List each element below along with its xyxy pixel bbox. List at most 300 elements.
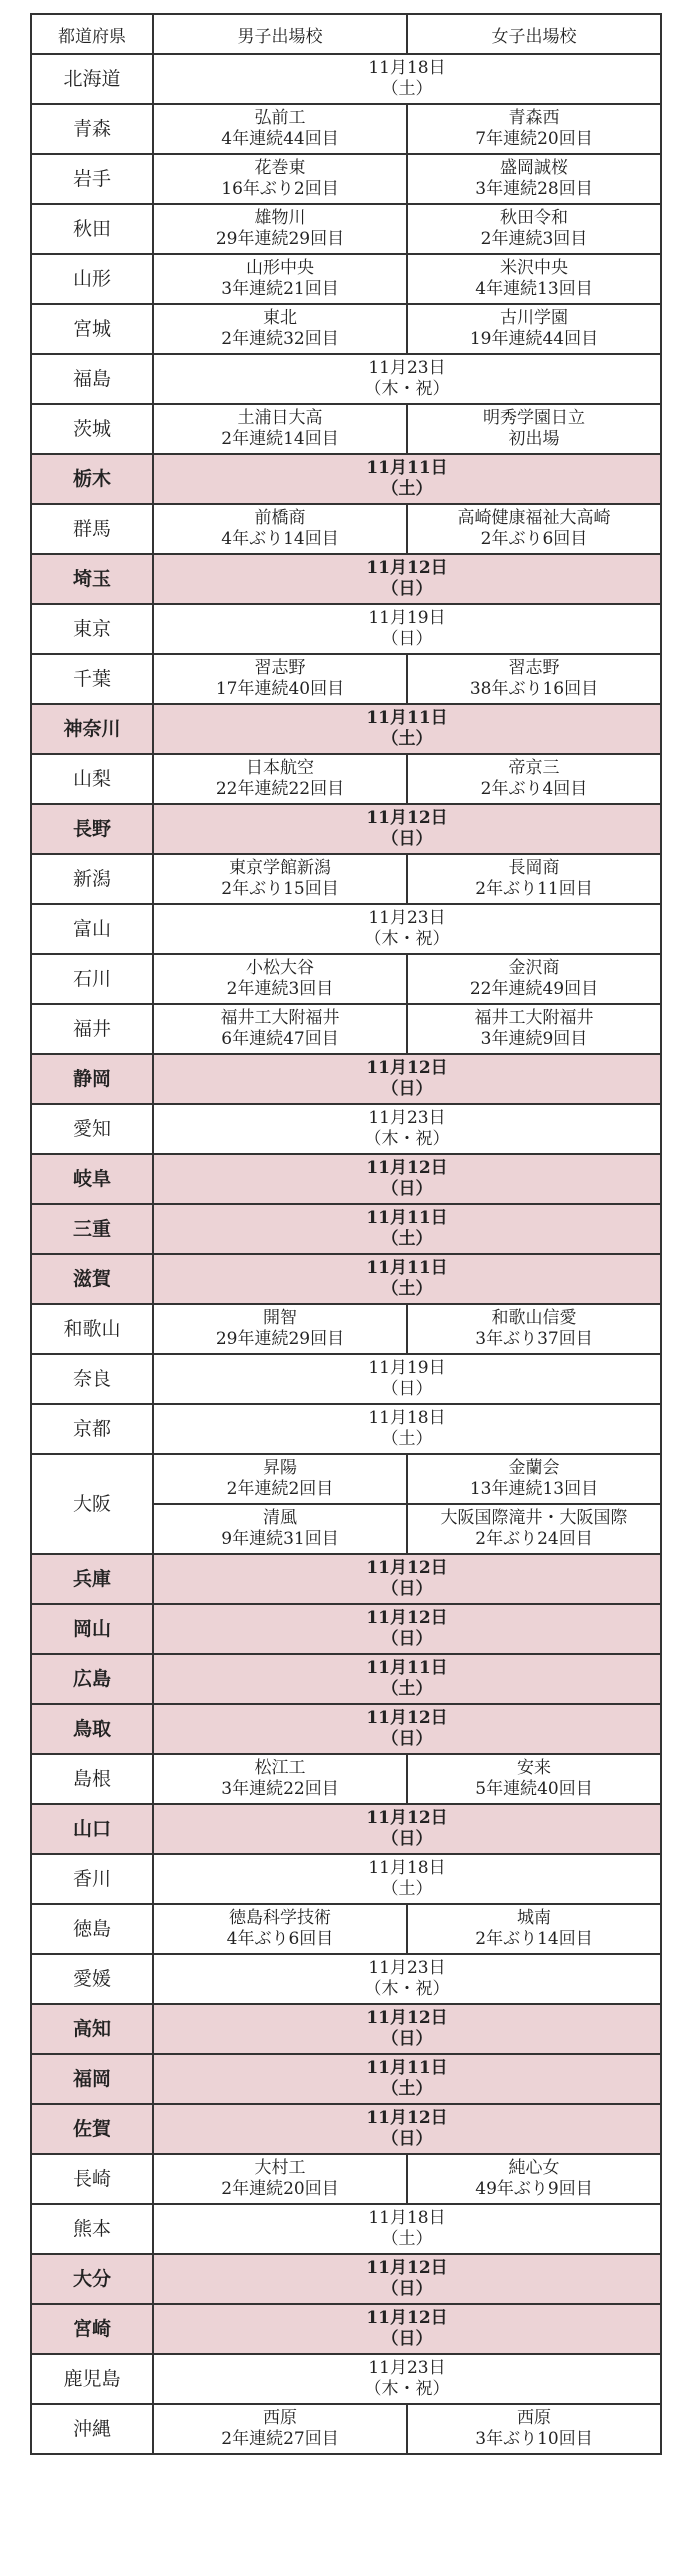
tournament-date-cell	[153, 54, 661, 104]
table-row	[31, 1454, 661, 1504]
girls-school-cell	[407, 1754, 661, 1804]
prefecture-cell: 愛媛	[31, 1954, 153, 2004]
table-row	[31, 1154, 661, 1204]
cell-line-secondary: （木・祝）	[364, 929, 450, 949]
table-row	[31, 1954, 661, 2004]
table-row	[31, 1204, 661, 1254]
prefecture-cell: 茨城	[31, 404, 153, 454]
cell-line-primary: 雄物川	[254, 208, 306, 228]
prefecture-cell: 山口	[31, 1804, 153, 1854]
table-row	[31, 504, 661, 554]
cell-line-primary: 安来	[517, 1758, 551, 1778]
cell-line-primary: 11月12日	[366, 808, 448, 828]
tournament-date-cell	[153, 1704, 661, 1754]
prefecture-cell: 宮城	[31, 304, 153, 354]
girls-school-cell	[407, 1304, 661, 1354]
cell-line-primary: 11月11日	[366, 1658, 448, 1678]
cell-line-secondary: 3年連続28回目	[475, 179, 593, 199]
tournament-date-cell	[153, 1854, 661, 1904]
cell-line-primary: 高崎健康福祉大高崎	[457, 508, 611, 528]
cell-line-secondary: 16年ぶり2回目	[221, 179, 339, 199]
cell-line-secondary: （土）	[381, 1879, 433, 1899]
prefecture-cell: 大阪	[31, 1454, 153, 1554]
tournament-date-cell	[153, 1604, 661, 1654]
prefecture-cell: 大分	[31, 2254, 153, 2304]
cell-line-primary: 11月12日	[366, 1808, 448, 1828]
cell-line-secondary: 29年連続29回目	[215, 1329, 345, 1349]
prefecture-cell: 山梨	[31, 754, 153, 804]
prefecture-cell: 新潟	[31, 854, 153, 904]
cell-line-secondary: 2年ぶり15回目	[221, 879, 339, 899]
boys-school-cell	[153, 204, 407, 254]
boys-school-cell	[153, 254, 407, 304]
cell-line-primary: 秋田令和	[500, 208, 568, 228]
girls-school-cell	[407, 504, 661, 554]
table-row	[31, 2104, 661, 2154]
tournament-date-cell	[153, 604, 661, 654]
cell-line-secondary: （土）	[381, 729, 433, 749]
cell-line-primary: 11月19日	[368, 608, 446, 628]
table-row	[31, 954, 661, 1004]
prefecture-cell: 福島	[31, 354, 153, 404]
tournament-date-cell	[153, 1204, 661, 1254]
cell-line-secondary: （日）	[381, 1629, 433, 1649]
table-row	[31, 2254, 661, 2304]
prefecture-cell: 滋賀	[31, 1254, 153, 1304]
girls-school-cell	[407, 954, 661, 1004]
table-row	[31, 1554, 661, 1604]
girls-school-cell	[407, 854, 661, 904]
cell-line-primary: 清風	[263, 1508, 297, 1528]
cell-line-primary: 長岡商	[508, 858, 560, 878]
cell-line-secondary: （日）	[381, 629, 433, 649]
prefecture-cell: 愛知	[31, 1104, 153, 1154]
boys-school-cell	[153, 1304, 407, 1354]
boys-school-cell	[153, 1904, 407, 1954]
prefecture-cell: 香川	[31, 1854, 153, 1904]
girls-school-cell	[407, 1004, 661, 1054]
cell-line-secondary: （日）	[381, 1379, 433, 1399]
cell-line-primary: 11月12日	[366, 2258, 448, 2278]
prefecture-cell: 広島	[31, 1654, 153, 1704]
tournament-date-cell	[153, 1404, 661, 1454]
table-row	[31, 2054, 661, 2104]
table-row	[31, 1304, 661, 1354]
prefecture-cell: 兵庫	[31, 1554, 153, 1604]
cell-line-primary: 11月18日	[368, 1408, 446, 1428]
girls-school-cell	[407, 2154, 661, 2204]
girls-school-cell	[407, 304, 661, 354]
tournament-date-cell	[153, 2054, 661, 2104]
cell-line-secondary: 4年連続44回目	[221, 129, 339, 149]
cell-line-secondary: 19年連続44回目	[469, 329, 599, 349]
cell-line-primary: 11月18日	[368, 58, 446, 78]
header-girls-school: 女子出場校	[407, 14, 661, 54]
cell-line-secondary: 3年連続9回目	[480, 1029, 588, 1049]
prefecture-cell: 山形	[31, 254, 153, 304]
header-prefecture: 都道府県	[31, 14, 153, 54]
cell-line-primary: 11月18日	[368, 2208, 446, 2228]
table-row	[31, 354, 661, 404]
tournament-date-cell	[153, 2104, 661, 2154]
tournament-date-cell	[153, 2354, 661, 2404]
table-row	[31, 204, 661, 254]
prefecture-cell: 秋田	[31, 204, 153, 254]
girls-school-cell	[407, 404, 661, 454]
cell-line-secondary: 3年連続21回目	[221, 279, 339, 299]
tournament-date-cell	[153, 2254, 661, 2304]
cell-line-primary: 11月12日	[366, 2108, 448, 2128]
cell-line-secondary: 17年連続40回目	[215, 679, 345, 699]
cell-line-primary: 土浦日大高	[237, 408, 323, 428]
table-row	[31, 2304, 661, 2354]
table-row	[31, 604, 661, 654]
boys-school-cell	[153, 954, 407, 1004]
table-row	[31, 2204, 661, 2254]
cell-line-primary: 純心女	[508, 2158, 560, 2178]
cell-line-secondary: 4年連続13回目	[475, 279, 593, 299]
prefecture-cell: 鹿児島	[31, 2354, 153, 2404]
tournament-date-cell	[153, 454, 661, 504]
cell-line-primary: 西原	[263, 2408, 297, 2428]
table-row	[31, 754, 661, 804]
cell-line-secondary: （土）	[381, 2079, 433, 2099]
table-row	[31, 654, 661, 704]
cell-line-primary: 11月18日	[368, 1858, 446, 1878]
table-row	[31, 1754, 661, 1804]
cell-line-secondary: 7年連続20回目	[475, 129, 593, 149]
table-row	[31, 1104, 661, 1154]
tournament-date-cell	[153, 1254, 661, 1304]
cell-line-primary: 和歌山信愛	[491, 1308, 577, 1328]
cell-line-primary: 米沢中央	[500, 258, 568, 278]
cell-line-secondary: 2年ぶり6回目	[480, 529, 588, 549]
cell-line-primary: 11月12日	[366, 1708, 448, 1728]
tournament-date-cell	[153, 904, 661, 954]
tournament-date-cell	[153, 2004, 661, 2054]
cell-line-primary: 花巻東	[254, 158, 306, 178]
prefecture-cell: 岩手	[31, 154, 153, 204]
cell-line-primary: 大村工	[254, 2158, 306, 2178]
prefecture-cell: 青森	[31, 104, 153, 154]
cell-line-secondary: 2年ぶり14回目	[475, 1929, 593, 1949]
cell-line-secondary: 2年連続2回目	[226, 1479, 334, 1499]
cell-line-secondary: 3年ぶり37回目	[475, 1329, 593, 1349]
cell-line-primary: 帝京三	[508, 758, 560, 778]
prefecture-cell: 群馬	[31, 504, 153, 554]
table-row	[31, 1804, 661, 1854]
cell-line-secondary: 2年連続27回目	[221, 2429, 339, 2449]
cell-line-primary: 山形中央	[246, 258, 314, 278]
cell-line-secondary: （日）	[381, 579, 433, 599]
cell-line-primary: 明秀学園日立	[483, 408, 585, 428]
prefecture-cell: 静岡	[31, 1054, 153, 1104]
girls-school-cell	[407, 1904, 661, 1954]
prefecture-cell: 三重	[31, 1204, 153, 1254]
table-row	[31, 404, 661, 454]
cell-line-secondary: 4年ぶり6回目	[226, 1929, 334, 1949]
prefecture-cell: 岡山	[31, 1604, 153, 1654]
qualifiers-table	[30, 13, 662, 2455]
cell-line-secondary: （土）	[381, 1679, 433, 1699]
tournament-date-cell	[153, 1054, 661, 1104]
cell-line-primary: 11月23日	[368, 1958, 446, 1978]
cell-line-primary: 11月12日	[366, 1158, 448, 1178]
tournament-date-cell	[153, 354, 661, 404]
girls-school-cell	[407, 104, 661, 154]
cell-line-secondary: 2年連続20回目	[221, 2179, 339, 2199]
table-row	[31, 804, 661, 854]
cell-line-primary: 11月12日	[366, 2308, 448, 2328]
cell-line-primary: 11月12日	[366, 1558, 448, 1578]
prefecture-cell: 和歌山	[31, 1304, 153, 1354]
cell-line-primary: 11月11日	[366, 1258, 448, 1278]
boys-school-cell	[153, 104, 407, 154]
prefecture-cell: 沖縄	[31, 2404, 153, 2454]
table-row	[31, 1604, 661, 1654]
qualifiers-table-container	[30, 13, 660, 2455]
cell-line-primary: 福井工大附福井	[474, 1008, 594, 1028]
cell-line-secondary: 5年連続40回目	[475, 1779, 593, 1799]
boys-school-cell	[153, 1504, 407, 1554]
cell-line-secondary: （土）	[381, 1279, 433, 1299]
cell-line-secondary: 2年ぶり4回目	[480, 779, 588, 799]
cell-line-secondary: （土）	[381, 2229, 433, 2249]
cell-line-secondary: （土）	[381, 1429, 433, 1449]
girls-school-cell	[407, 1504, 661, 1554]
prefecture-cell: 富山	[31, 904, 153, 954]
cell-line-secondary: 4年ぶり14回目	[221, 529, 339, 549]
prefecture-cell: 長崎	[31, 2154, 153, 2204]
table-row	[31, 1704, 661, 1754]
cell-line-secondary: 22年連続22回目	[215, 779, 345, 799]
boys-school-cell	[153, 304, 407, 354]
header-boys-school: 男子出場校	[153, 14, 407, 54]
cell-line-secondary: （日）	[381, 829, 433, 849]
cell-line-primary: 11月12日	[366, 558, 448, 578]
cell-line-secondary: （日）	[381, 1829, 433, 1849]
cell-line-secondary: 2年連続32回目	[221, 329, 339, 349]
table-row	[31, 254, 661, 304]
prefecture-cell: 熊本	[31, 2204, 153, 2254]
prefecture-cell: 福井	[31, 1004, 153, 1054]
cell-line-secondary: 6年連続47回目	[221, 1029, 339, 1049]
table-row	[31, 854, 661, 904]
cell-line-primary: 福井工大附福井	[220, 1008, 340, 1028]
table-row	[31, 1354, 661, 1404]
cell-line-primary: 昇陽	[263, 1458, 297, 1478]
girls-school-cell	[407, 754, 661, 804]
girls-school-cell	[407, 254, 661, 304]
cell-line-primary: 11月11日	[366, 708, 448, 728]
prefecture-cell: 島根	[31, 1754, 153, 1804]
cell-line-secondary: 49年ぶり9回目	[475, 2179, 593, 2199]
table-row	[31, 1854, 661, 1904]
cell-line-primary: 小松大谷	[246, 958, 314, 978]
cell-line-primary: 11月12日	[366, 1058, 448, 1078]
tournament-date-cell	[153, 2304, 661, 2354]
prefecture-cell: 東京	[31, 604, 153, 654]
cell-line-secondary: 2年連続3回目	[480, 229, 588, 249]
cell-line-primary: 西原	[517, 2408, 551, 2428]
table-row	[31, 454, 661, 504]
cell-line-primary: 開智	[263, 1308, 297, 1328]
cell-line-primary: 金沢商	[508, 958, 560, 978]
cell-line-primary: 城南	[517, 1908, 551, 1928]
cell-line-primary: 習志野	[254, 658, 306, 678]
girls-school-cell	[407, 1454, 661, 1504]
tournament-date-cell	[153, 1654, 661, 1704]
prefecture-cell: 岐阜	[31, 1154, 153, 1204]
prefecture-cell: 京都	[31, 1404, 153, 1454]
tournament-date-cell	[153, 1354, 661, 1404]
cell-line-secondary: 2年連続3回目	[226, 979, 334, 999]
table-row	[31, 2354, 661, 2404]
cell-line-secondary: （木・祝）	[364, 379, 450, 399]
tournament-date-cell	[153, 1954, 661, 2004]
cell-line-secondary: 9年連続31回目	[221, 1529, 339, 1549]
girls-school-cell	[407, 2404, 661, 2454]
cell-line-primary: 習志野	[508, 658, 560, 678]
cell-line-primary: 11月12日	[366, 2008, 448, 2028]
cell-line-secondary: （土）	[381, 79, 433, 99]
prefecture-cell: 長野	[31, 804, 153, 854]
prefecture-cell: 徳島	[31, 1904, 153, 1954]
cell-line-primary: 金蘭会	[508, 1458, 560, 1478]
prefecture-cell: 高知	[31, 2004, 153, 2054]
table-row	[31, 2004, 661, 2054]
cell-line-secondary: 初出場	[508, 429, 560, 449]
cell-line-primary: 徳島科学技術	[229, 1908, 331, 1928]
boys-school-cell	[153, 854, 407, 904]
cell-line-secondary: （土）	[381, 479, 433, 499]
table-row	[31, 104, 661, 154]
boys-school-cell	[153, 504, 407, 554]
tournament-date-cell	[153, 2204, 661, 2254]
cell-line-primary: 青森西	[508, 108, 560, 128]
prefecture-cell: 鳥取	[31, 1704, 153, 1754]
prefecture-cell: 福岡	[31, 2054, 153, 2104]
cell-line-primary: 11月11日	[366, 1208, 448, 1228]
table-row	[31, 1004, 661, 1054]
boys-school-cell	[153, 2154, 407, 2204]
boys-school-cell	[153, 654, 407, 704]
table-row	[31, 1654, 661, 1704]
girls-school-cell	[407, 654, 661, 704]
tournament-date-cell	[153, 1104, 661, 1154]
cell-line-secondary: 3年連続22回目	[221, 1779, 339, 1799]
cell-line-secondary: （日）	[381, 2029, 433, 2049]
girls-school-cell	[407, 204, 661, 254]
boys-school-cell	[153, 1004, 407, 1054]
table-row	[31, 554, 661, 604]
prefecture-cell: 北海道	[31, 54, 153, 104]
cell-line-secondary: （土）	[381, 1229, 433, 1249]
cell-line-primary: 11月11日	[366, 458, 448, 478]
table-row	[31, 1254, 661, 1304]
cell-line-primary: 11月23日	[368, 2358, 446, 2378]
boys-school-cell	[153, 404, 407, 454]
prefecture-cell: 埼玉	[31, 554, 153, 604]
cell-line-secondary: （日）	[381, 1179, 433, 1199]
cell-line-primary: 大阪国際滝井・大阪国際	[440, 1508, 628, 1528]
cell-line-primary: 東京学館新潟	[229, 858, 331, 878]
table-row	[31, 304, 661, 354]
cell-line-secondary: （日）	[381, 1729, 433, 1749]
header-row	[31, 14, 661, 54]
boys-school-cell	[153, 2404, 407, 2454]
boys-school-cell	[153, 1454, 407, 1504]
table-row	[31, 1054, 661, 1104]
table-row	[31, 1904, 661, 1954]
cell-line-secondary: 29年連続29回目	[215, 229, 345, 249]
tournament-date-cell	[153, 804, 661, 854]
prefecture-cell: 神奈川	[31, 704, 153, 754]
cell-line-secondary: 3年ぶり10回目	[475, 2429, 593, 2449]
tournament-date-cell	[153, 1554, 661, 1604]
cell-line-secondary: （日）	[381, 2279, 433, 2299]
tournament-date-cell	[153, 704, 661, 754]
table-row	[31, 2404, 661, 2454]
cell-line-primary: 東北	[263, 308, 297, 328]
prefecture-cell: 奈良	[31, 1354, 153, 1404]
cell-line-secondary: （木・祝）	[364, 2379, 450, 2399]
boys-school-cell	[153, 154, 407, 204]
cell-line-primary: 11月23日	[368, 1108, 446, 1128]
table-row	[31, 2154, 661, 2204]
prefecture-cell: 宮崎	[31, 2304, 153, 2354]
cell-line-secondary: 2年ぶり11回目	[475, 879, 593, 899]
cell-line-secondary: 2年連続14回目	[221, 429, 339, 449]
cell-line-primary: 11月23日	[368, 358, 446, 378]
cell-line-secondary: 38年ぶり16回目	[469, 679, 599, 699]
cell-line-primary: 弘前工	[254, 108, 306, 128]
cell-line-secondary: 2年ぶり24回目	[475, 1529, 593, 1549]
prefecture-cell: 石川	[31, 954, 153, 1004]
boys-school-cell	[153, 754, 407, 804]
cell-line-primary: 11月12日	[366, 1608, 448, 1628]
table-body	[31, 54, 661, 2454]
tournament-date-cell	[153, 1804, 661, 1854]
cell-line-primary: 11月23日	[368, 908, 446, 928]
cell-line-secondary: 22年連続49回目	[469, 979, 599, 999]
cell-line-secondary: 13年連続13回目	[469, 1479, 599, 1499]
cell-line-secondary: （木・祝）	[364, 1129, 450, 1149]
cell-line-secondary: （木・祝）	[364, 1979, 450, 1999]
table-row	[31, 54, 661, 104]
cell-line-primary: 古川学園	[500, 308, 568, 328]
table-row	[31, 704, 661, 754]
cell-line-secondary: （日）	[381, 1079, 433, 1099]
cell-line-primary: 11月11日	[366, 2058, 448, 2078]
cell-line-secondary: （日）	[381, 1579, 433, 1599]
table-row	[31, 904, 661, 954]
cell-line-primary: 日本航空	[246, 758, 314, 778]
table-row	[31, 154, 661, 204]
cell-line-primary: 松江工	[254, 1758, 306, 1778]
tournament-date-cell	[153, 554, 661, 604]
prefecture-cell: 千葉	[31, 654, 153, 704]
cell-line-primary: 11月19日	[368, 1358, 446, 1378]
prefecture-cell: 佐賀	[31, 2104, 153, 2154]
table-row	[31, 1404, 661, 1454]
cell-line-primary: 盛岡誠桜	[500, 158, 568, 178]
boys-school-cell	[153, 1754, 407, 1804]
tournament-date-cell	[153, 1154, 661, 1204]
cell-line-primary: 前橋商	[254, 508, 306, 528]
cell-line-secondary: （日）	[381, 2329, 433, 2349]
cell-line-secondary: （日）	[381, 2129, 433, 2149]
